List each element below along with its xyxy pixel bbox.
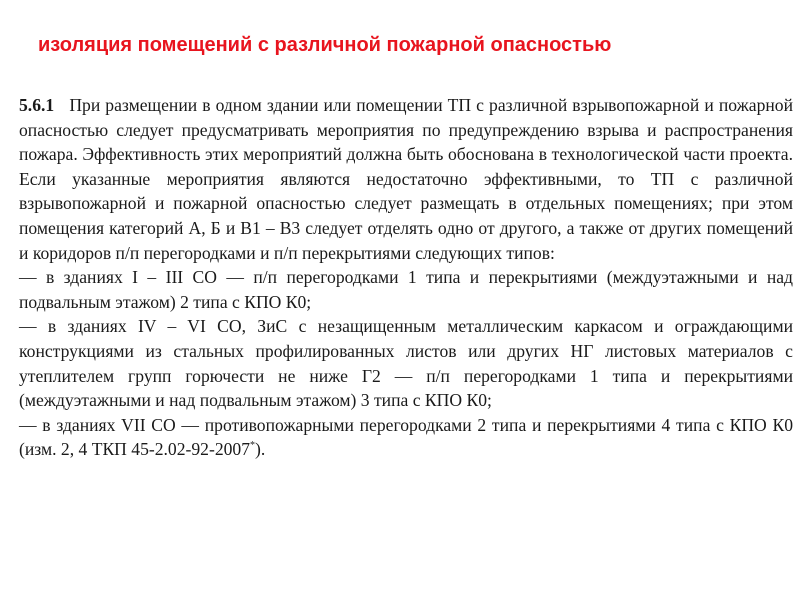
paragraph-intro bbox=[19, 93, 793, 265]
clause-number: 5.6.1 bbox=[19, 95, 55, 115]
list-item-text: — в зданиях VII СО — противопожарными перегородками 2 типа и перекрытиями 4 типа с КПО К0 (изм. 2, 4 ТКП 45-2.02-92-2007 bbox=[19, 414, 793, 460]
list-item: — в зданиях I – III СО — п/п перегородками 1 типа и перекрытиями (междуэтажными и над подвальным этажом) 2 типа с КПО К0; bbox=[19, 267, 793, 312]
asterisk-superscript: * bbox=[250, 440, 256, 452]
slide-title: изоляция помещений с различной пожарной опасностью bbox=[38, 34, 612, 56]
list-item-end: ). bbox=[255, 439, 266, 460]
list-item bbox=[19, 413, 793, 462]
intro-text: При размещении в одном здании или помещении ТП с различной взрывопожарной и пожарной опасностью следует предусматривать мероприятия по предупреждению взрыва и распространения пожара. Эффективность этих мероприятий должна быть обоснована в технологической части проекта. Если указанные мероприятия являются недостаточно эффективными, то ТП с различной взрывопожарной и пожарной опасностью следует размещать в отдельных помещениях; при этом помещения категорий А, Б и В1 – В3 следует отделять одно от другого, а также от других помещений и коридоров п/п перегородками и п/п перекрытиями следующих типов: bbox=[19, 95, 794, 263]
list-item: — в зданиях IV – VI СО, ЗиС с незащищенным металлическим каркасом и ограждающими конструкциями из стальных профилированных листов или других НГ листовых материалов с утеплителем групп горючести не ниже Г2 — п/п перегородками 1 типа и перекрытиями (междуэтажными и над подвальным этажом) 3 типа с КПО К0; bbox=[19, 316, 793, 411]
slide-body bbox=[19, 93, 793, 462]
